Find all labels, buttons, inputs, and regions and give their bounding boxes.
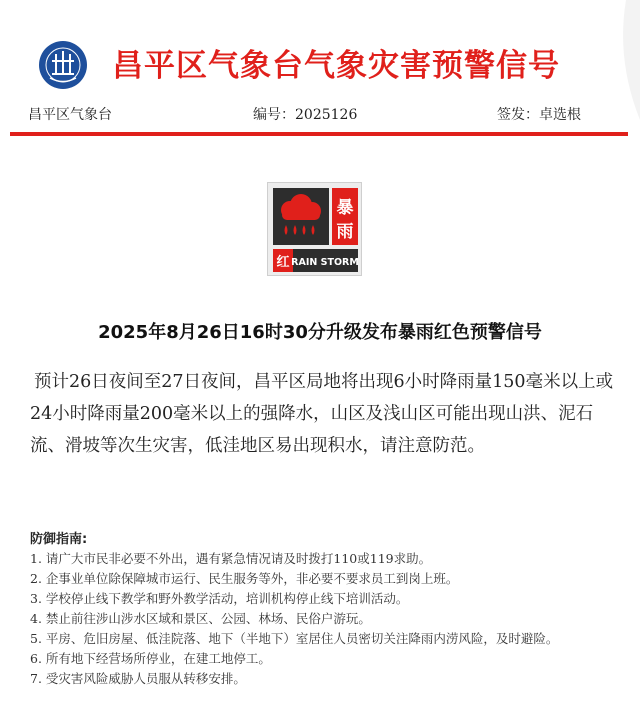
guide-item: 7. 受灾害风险威胁人员服从转移安排。	[30, 671, 246, 686]
rainstorm-red-signal-icon	[267, 182, 362, 276]
signal-char-2: 雨	[336, 222, 354, 242]
signal-color-label: 红	[276, 255, 290, 270]
signer-label: 签发：卓选根	[497, 107, 581, 123]
page-fold-shadow	[606, 0, 640, 120]
guide-item: 2. 企事业单位除保障城市运行、民生服务等外，非必要不要求员工到岗上班。	[30, 571, 459, 586]
guide-title: 防御指南:	[30, 532, 88, 547]
signal-char-1: 暴	[336, 198, 354, 218]
header-divider	[10, 132, 628, 136]
guide-list	[30, 549, 630, 689]
guide-item: 6. 所有地下经营场所停业，在建工地停工。	[30, 651, 271, 666]
guide-item: 5. 平房、危旧房屋、低洼院落、地下（半地下）室居住人员密切关注降雨内涝风险，及时避险。	[30, 631, 559, 646]
rainstorm-signal-graphic	[268, 183, 363, 277]
issuer-label: 昌平区气象台	[28, 107, 112, 123]
meteorological-service-logo	[38, 40, 88, 90]
guide-item: 4. 禁止前往涉山涉水区域和景区、公园、林场、民俗户游玩。	[30, 611, 371, 626]
document-number: 编号：2025126	[253, 107, 358, 123]
warning-body: 预计26日夜间至27日夜间，昌平区局地将出现6小时降雨量150毫米以上或24小时降雨量200毫米以上的强降水，山区及浅山区可能出现山洪、泥石流、滑坡等次生灾害，低洼地区易出现积水，请注意防范。	[30, 372, 614, 456]
warning-headline: 2025年8月26日16时30分升级发布暴雨红色预警信号	[98, 322, 542, 343]
guide-item: 1. 请广大市民非必要不外出，遇有紧急情况请及时拨打110或119求助。	[30, 551, 432, 566]
guide-item: 3. 学校停止线下教学和野外教学活动，培训机构停止线下培训活动。	[30, 591, 409, 606]
defense-guide	[30, 528, 630, 689]
signal-english-label: RAIN STORM	[291, 257, 359, 268]
page-title: 昌平区气象台气象灾害预警信号	[112, 48, 560, 84]
document-header	[0, 0, 640, 100]
